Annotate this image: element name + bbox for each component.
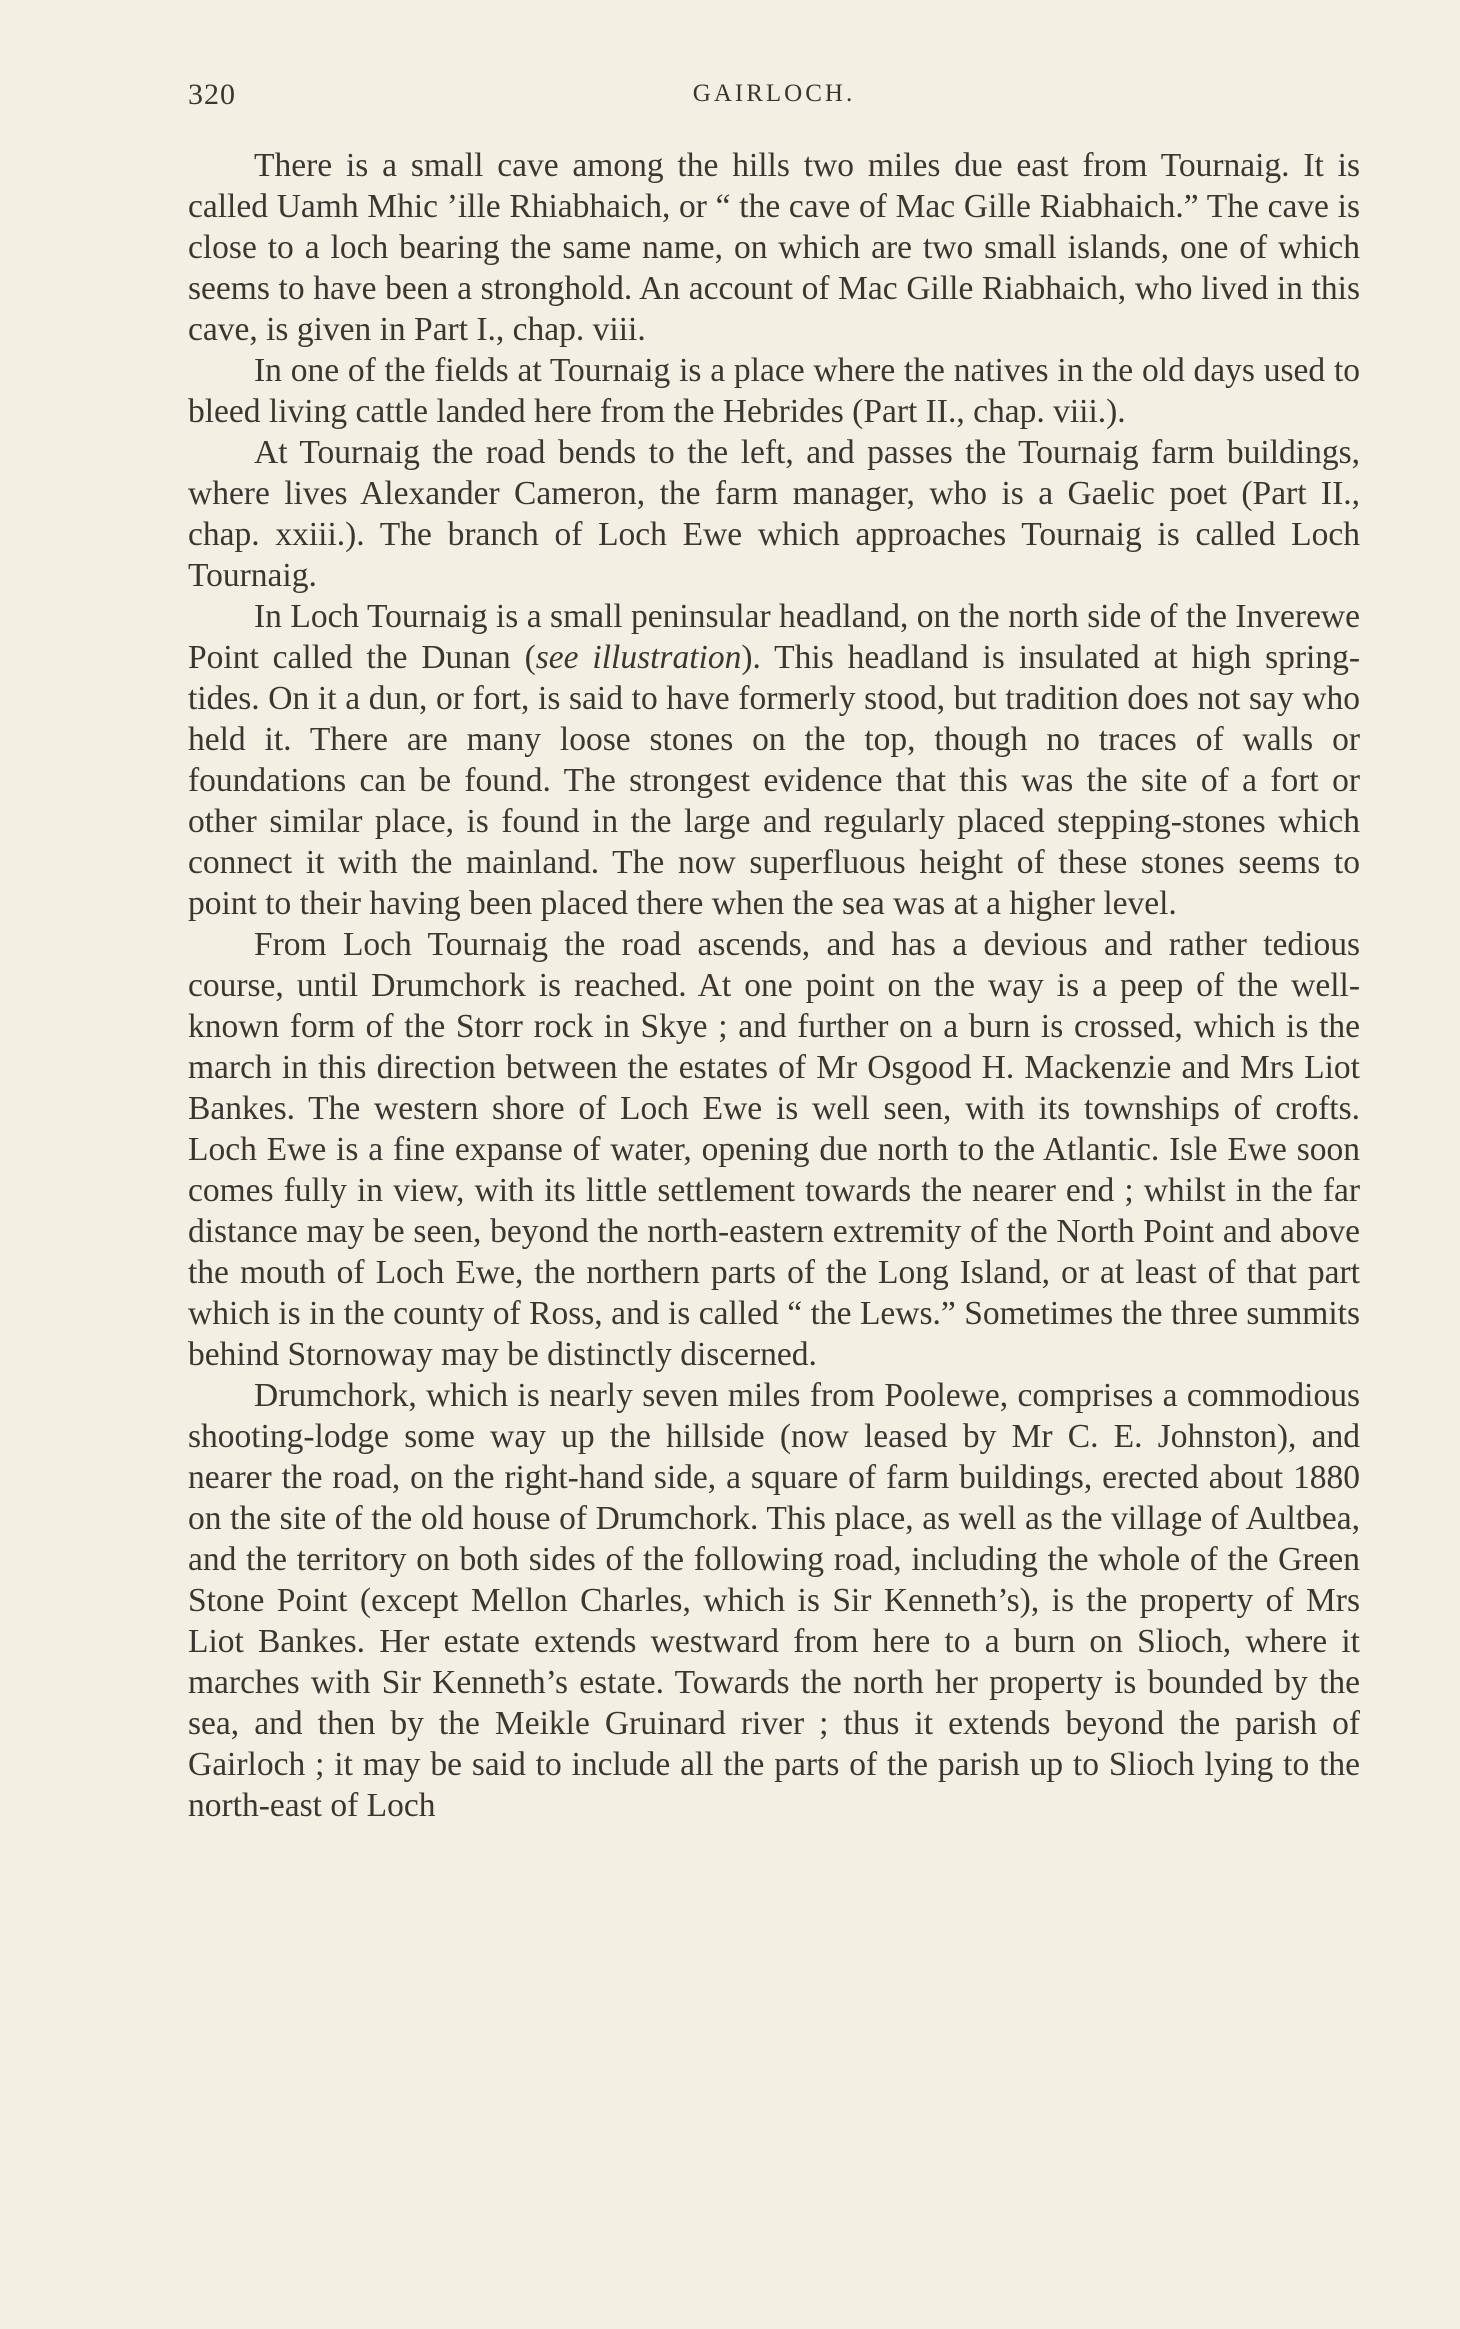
page-header bbox=[188, 78, 1360, 118]
paragraph-cave: There is a small cave among the hills two miles due east from Tournaig. It is called Uamh Mhic ’ille Rhiabhaich, or “ the cave of Mac Gille Riabhaich.” The cave is close to a loch bearing the same name, on which are two small islands, one of which seems to have been a stronghold. An account of Mac Gille Riabhaich, who lived in this cave, is given in Part I., chap. viii. bbox=[188, 147, 1360, 348]
paragraph-dunan-part1: In Loch Tournaig is a small peninsular headland, on the north side of the Inverewe Point called the Dunan ( bbox=[188, 598, 1360, 676]
paragraph-dunan-part2: ). This headland is insulated at high spring-tides. On it a dun, or fort, is said to have formerly stood, but tradition does not say who held it. There are many loose stones on the top, though no traces of walls or foundations can be found. The strongest evidence that this was the site of a fort or other similar place, is found in the large and regularly placed stepping-stones which connect it with the mainland. The now superfluous height of these stones seems to point to their having been placed there when the sea was at a higher level. bbox=[188, 639, 1360, 922]
paragraph-tournaig-road: At Tournaig the road bends to the left, and passes the Tournaig farm buildings, where lives Alexander Cameron, the farm manager, who is a Gaelic poet (Part II., chap. xxiii.). The branch of Loch Ewe which approaches Tournaig is called Loch Tournaig. bbox=[188, 434, 1360, 594]
page-number: 320 bbox=[188, 78, 236, 111]
paragraph-drumchork: Drumchork, which is nearly seven miles from Poolewe, comprises a commodious shooting-lodge some way up the hillside (now leased by Mr C. E. Johnston), and nearer the road, on the right-hand side, a square of farm buildings, erected about 1880 on the site of the old house of Drumchork. This place, as well as the village of Aultbea, and the territory on both sides of the following road, including the whole of the Green Stone Point (except Mellon Charles, which is Sir Kenneth’s), is the property of Mrs Liot Bankes. Her estate extends westward from here to a burn on Slioch, where it marches with Sir Kenneth’s estate. Towards the north her property is bounded by the sea, and then by the Meikle Gruinard river ; thus it extends beyond the parish of Gairloch ; it may be said to include all the parts of the parish up to Slioch lying to the north-east of Loch bbox=[188, 1377, 1360, 1824]
paragraph-fields: In one of the fields at Tournaig is a place where the natives in the old days used to bleed living cattle landed here from the Hebrides (Part II., chap. viii.). bbox=[188, 352, 1360, 430]
paragraph-dunan bbox=[188, 596, 1360, 924]
paragraph-dunan-italic: see illustration bbox=[535, 639, 742, 676]
running-head: GAIRLOCH. bbox=[692, 80, 856, 107]
body-text bbox=[188, 145, 1360, 1826]
paragraph-loch-tournaig-road: From Loch Tournaig the road ascends, and has a devious and rather tedious course, until Drumchork is reached. At one point on the way is a peep of the well-known form of the Storr rock in Skye ; and further on a burn is crossed, which is the march in this direction between the estates of Mr Osgood H. Mackenzie and Mrs Liot Bankes. The western shore of Loch Ewe is well seen, with its townships of crofts. Loch Ewe is a fine expanse of water, opening due north to the Atlantic. Isle Ewe soon comes fully in view, with its little settlement towards the nearer end ; whilst in the far distance may be seen, beyond the north-eastern extremity of the North Point and above the mouth of Loch Ewe, the northern parts of the Long Island, or at least of that part which is in the county of Ross, and is called “ the Lews.” Sometimes the three summits behind Stornoway may be distinctly discerned. bbox=[188, 926, 1360, 1373]
